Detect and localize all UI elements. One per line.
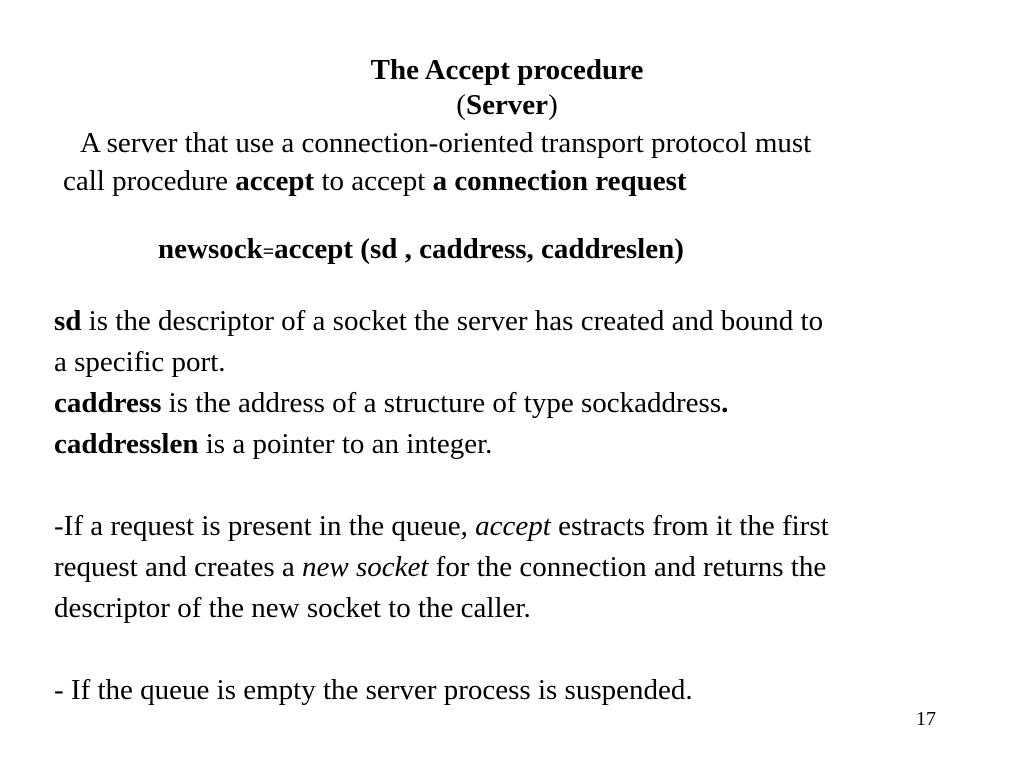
caddresslen-term: caddresslen bbox=[54, 428, 199, 460]
subtitle-close-paren: ) bbox=[548, 89, 558, 121]
request-present-line-3: descriptor of the new socket to the caller. bbox=[54, 592, 531, 624]
intro-line-2-pre: call procedure bbox=[63, 165, 236, 197]
intro-accept-term: accept bbox=[235, 165, 315, 197]
sd-definition-cont: a specific port. bbox=[54, 346, 226, 378]
caddress-definition bbox=[54, 383, 728, 424]
queue-empty-line: - If the queue is empty the server process is suspended. bbox=[54, 674, 693, 706]
intro-connection-request: a connection request bbox=[432, 165, 687, 197]
request-present-line-1 bbox=[54, 506, 829, 547]
caddresslen-definition bbox=[54, 424, 492, 465]
slide-subtitle bbox=[0, 88, 1014, 122]
sd-text: is the descriptor of a socket the server has created and bound to bbox=[81, 305, 824, 337]
new-socket-term: new socket bbox=[301, 551, 429, 583]
caddresslen-text: is a pointer to an integer. bbox=[198, 428, 493, 460]
accept-call-signature bbox=[158, 230, 684, 271]
code-accept-call: accept (sd , caddress, caddreslen) bbox=[274, 233, 684, 265]
request-post: estracts from it the first bbox=[550, 510, 829, 542]
code-newsock: newsock bbox=[158, 233, 263, 265]
caddress-text: is the address of a structure of type sockaddress bbox=[161, 387, 722, 419]
subtitle-server: Server bbox=[465, 89, 549, 121]
intro-line-1: A server that use a connection-oriented transport protocol must bbox=[80, 127, 812, 159]
request2-pre: request and creates a bbox=[54, 551, 302, 583]
code-equals: = bbox=[262, 241, 275, 263]
request-pre: -If a request is present in the queue, bbox=[54, 510, 476, 542]
caddress-term: caddress bbox=[54, 387, 162, 419]
subtitle-open-paren: ( bbox=[456, 89, 466, 121]
request-accept-term: accept bbox=[475, 510, 551, 542]
request-present-line-2 bbox=[54, 547, 826, 588]
intro-line-2-mid: to accept bbox=[314, 165, 433, 197]
sd-definition bbox=[54, 301, 823, 342]
intro-line-2 bbox=[63, 162, 687, 200]
sd-term: sd bbox=[54, 305, 82, 337]
request2-post: for the connection and returns the bbox=[428, 551, 827, 583]
slide-number: 17 bbox=[916, 708, 936, 730]
slide-title: The Accept procedure bbox=[370, 54, 644, 86]
caddress-period: . bbox=[721, 387, 729, 419]
